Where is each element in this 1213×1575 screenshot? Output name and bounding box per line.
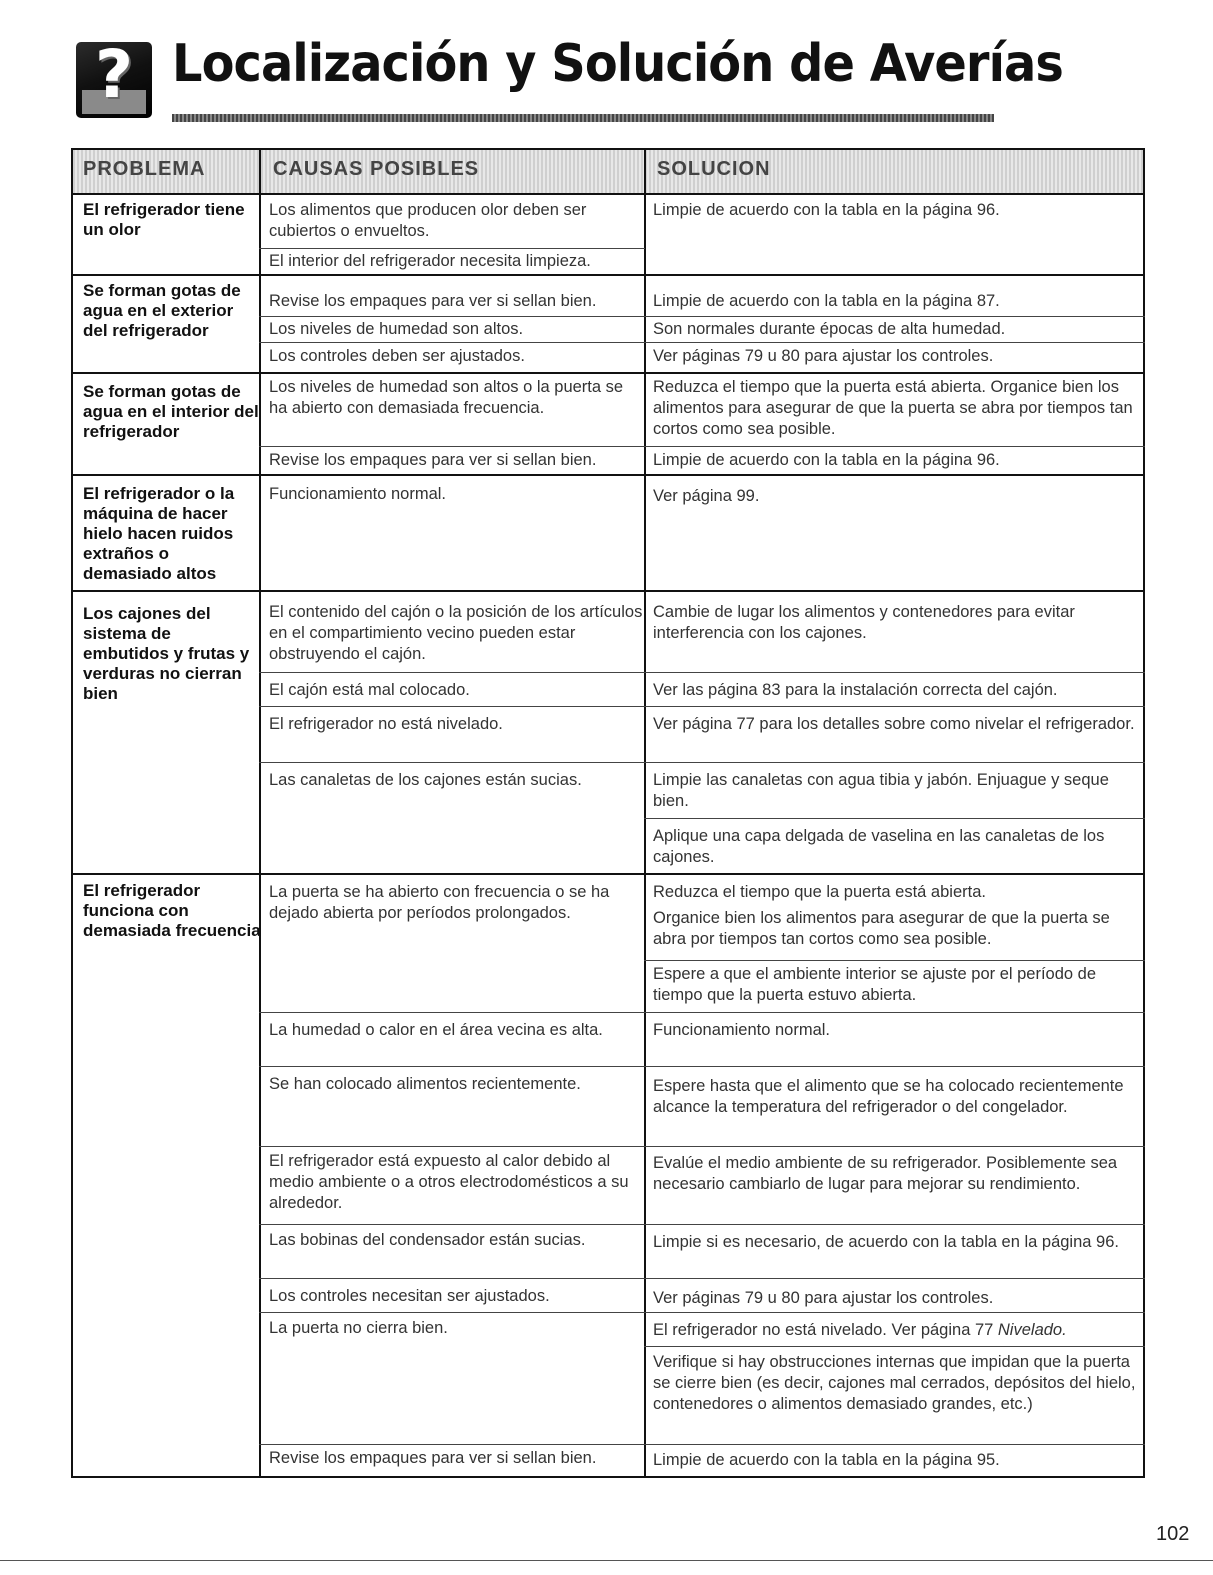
solution-text: Espere hasta que el alimento que se ha colocado recientemente alcance la temperatura del refrigerador o del congelador. (653, 1077, 1124, 1116)
solution-text: Espere a que el ambiente interior se ajuste por el período de tiempo que la puerta estuvo abierta. (653, 965, 1097, 1004)
cause-text: El cajón está mal colocado. (269, 681, 470, 699)
cell-divider (259, 248, 645, 249)
cell-divider (259, 1146, 1145, 1147)
solution-text (653, 1320, 1143, 1341)
cause-text: Las bobinas del condensador están sucias. (269, 1231, 586, 1249)
cell-divider (259, 1012, 1145, 1013)
cell-divider (259, 706, 1145, 707)
cell-divider (259, 762, 1145, 763)
header-solution: SOLUCION (657, 158, 771, 180)
cause-text: El interior del refrigerador necesita limpieza. (269, 252, 591, 270)
cause-text: El contenido del cajón o la posición de los artículos en el compartimiento vecino pueden estar obstruyendo el cajón. (269, 603, 643, 663)
cause-text: Funcionamiento normal. (269, 485, 447, 503)
solution-text: Reduzca el tiempo que la puerta está abierta. Organice bien los alimentos para asegurar de que la puerta se abra por tiempos tan cortos como sea posible. (653, 378, 1133, 438)
problem-noise: El refrigerador o la máquina de hacer hielo hacen ruidos extraños o demasiado altos (83, 484, 235, 583)
solution-text: Verifique si hay obstrucciones internas que impidan que la puerta se cierre bien (es decir, cajones mal cerrados, depósitos del hielo, contenedores o alimentos demasiado grandes, etc.) (653, 1353, 1136, 1413)
solution-text: Ver páginas 79 u 80 para ajustar los controles. (653, 347, 994, 365)
cause-text: Los niveles de humedad son altos o la puerta se ha abierto con demasiada frecuencia. (269, 378, 624, 417)
cause-text: Se han colocado alimentos recientemente. (269, 1075, 581, 1093)
solution-text: Ver páginas 79 u 80 para ajustar los controles. (653, 1289, 994, 1307)
cause-text: Los alimentos que producen olor deben ser cubiertos o envueltos. (269, 201, 587, 240)
page-number: 102 (1156, 1523, 1190, 1545)
row-divider (73, 372, 1145, 374)
solution-text: Limpie de acuerdo con la tabla en la página 87. (653, 292, 1000, 310)
cause-text: El refrigerador está expuesto al calor debido al medio ambiente o a otros electrodomésticos a su alrededor. (269, 1152, 629, 1212)
header-problem: PROBLEMA (83, 158, 206, 180)
problem-drops-interior: Se forman gotas de agua en el interior del refrigerador (83, 382, 259, 441)
solution-text: Limpie de acuerdo con la tabla en la página 96. (653, 201, 1000, 219)
cause-text: Los controles necesitan ser ajustados. (269, 1287, 550, 1305)
solution-text-emphasis: Nivelado. (997, 1321, 1067, 1339)
cell-divider (259, 1224, 1145, 1225)
solution-text: Funcionamiento normal. (653, 1021, 831, 1039)
problem-drawers: Los cajones del sistema de embutidos y frutas y verduras no cierran bien (83, 604, 250, 703)
solution-text: Limpie de acuerdo con la tabla en la página 95. (653, 1451, 1000, 1469)
title-underline (172, 114, 994, 122)
solution-text: Limpie de acuerdo con la tabla en la página 96. (653, 451, 1000, 469)
row-divider (73, 474, 1145, 476)
cause-text: Revise los empaques para ver si sellan bien. (269, 1449, 597, 1467)
table-header (73, 150, 1143, 195)
cell-divider (259, 316, 1145, 317)
solution-text: Reduzca el tiempo que la puerta está abierta. (653, 883, 986, 901)
solution-text: Ver página 99. (653, 487, 760, 505)
cell-divider (259, 1312, 1145, 1313)
cell-divider (644, 818, 1145, 819)
cell-divider (259, 342, 1145, 343)
cause-text: Revise los empaques para ver si sellan bien. (269, 451, 597, 469)
row-divider (73, 873, 1145, 875)
solution-text-prefix: El refrigerador no está nivelado. Ver página 77 (653, 1321, 998, 1339)
cell-divider (259, 1066, 1145, 1067)
page-title: Localización y Solución de Averías (172, 34, 1063, 94)
solution-text: Limpie si es necesario, de acuerdo con la tabla en la página 96. (653, 1233, 1119, 1251)
problem-runs-often: El refrigerador funciona con demasiada frecuencia (83, 881, 261, 940)
bottom-rule (0, 1560, 1213, 1561)
cause-text: La puerta no cierra bien. (269, 1319, 448, 1337)
cause-text: El refrigerador no está nivelado. (269, 715, 503, 733)
header-causes: CAUSAS POSIBLES (273, 158, 480, 180)
cause-text: Revise los empaques para ver si sellan bien. (269, 292, 597, 310)
solution-text: Cambie de lugar los alimentos y contenedores para evitar interferencia con los cajones. (653, 603, 1075, 642)
row-divider (73, 590, 1145, 592)
cause-text: La puerta se ha abierto con frecuencia o se ha dejado abierta por períodos prolongados. (269, 883, 610, 922)
cause-text: Los niveles de humedad son altos. (269, 320, 524, 338)
problem-drops-exterior: Se forman gotas de agua en el exterior del refrigerador (83, 281, 241, 340)
solution-text: Evalúe el medio ambiente de su refrigerador. Posiblemente sea necesario cambiarlo de lugar para mejorar su rendimiento. (653, 1154, 1118, 1193)
page-header (76, 34, 1063, 128)
question-mark-glyph: ? (94, 42, 134, 113)
troubleshooting-table (71, 148, 1145, 1478)
solution-text: Limpie las canaletas con agua tibia y jabón. Enjuague y seque bien. (653, 771, 1109, 810)
cell-divider (259, 446, 1145, 447)
cause-text: La humedad o calor en el área vecina es alta. (269, 1021, 603, 1039)
solution-text: Ver página 77 para los detalles sobre como nivelar el refrigerador. (653, 715, 1135, 733)
solution-text: Organice bien los alimentos para asegurar de que la puerta se abra por tiempos tan cortos como sea posible. (653, 909, 1110, 948)
question-mark-icon (76, 42, 152, 118)
cell-divider (259, 1278, 1145, 1279)
solution-text: Son normales durante épocas de alta humedad. (653, 320, 1006, 338)
cause-text: Los controles deben ser ajustados. (269, 347, 525, 365)
cell-divider (644, 960, 1145, 961)
row-divider (73, 274, 1145, 276)
cell-divider (259, 672, 1145, 673)
solution-text: Ver las página 83 para la instalación correcta del cajón. (653, 681, 1058, 699)
problem-odor: El refrigerador tiene un olor (83, 200, 245, 239)
cell-divider (259, 1444, 1145, 1445)
solution-text: Aplique una capa delgada de vaselina en las canaletas de los cajones. (653, 827, 1105, 866)
cell-divider (644, 1346, 1145, 1347)
cause-text: Las canaletas de los cajones están sucias. (269, 771, 582, 789)
